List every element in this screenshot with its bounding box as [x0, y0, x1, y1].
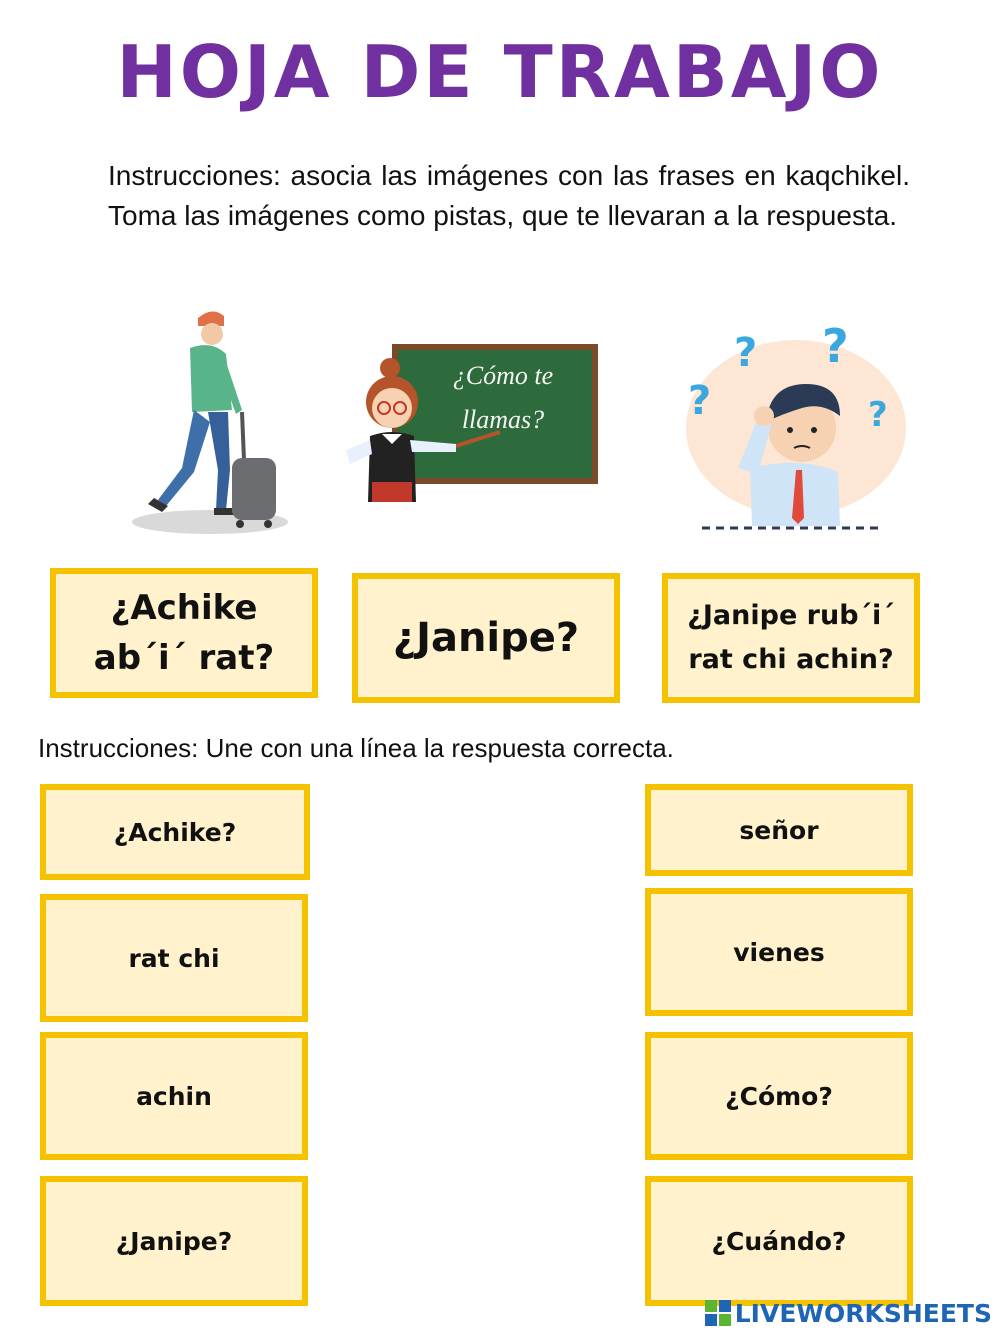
board-text-line1: ¿Cómo te — [452, 361, 554, 390]
word-label: ¿Achike? — [113, 817, 237, 847]
word-label: vienes — [733, 937, 825, 967]
right-word-box[interactable] — [645, 888, 913, 1016]
question-card-line1: ¿Achike — [110, 588, 258, 628]
question-mark-icon: ? — [868, 395, 888, 435]
instructions-match-images: Instrucciones: asocia las imágenes con las frases en kaqchikel. Toma las imágenes como pistas, que te llevaran a la respuesta. — [108, 160, 910, 231]
question-mark-icon: ? — [734, 330, 758, 376]
question-card-name[interactable] — [50, 568, 318, 698]
right-word-box[interactable] — [645, 1176, 913, 1306]
traveler-image — [120, 300, 300, 550]
word-label: achin — [136, 1081, 212, 1111]
right-word-box[interactable] — [645, 784, 913, 876]
liveworksheets-logo-text: LIVEWORKSHEETS — [734, 1298, 992, 1328]
word-label: ¿Cuándo? — [711, 1226, 847, 1256]
left-word-box[interactable] — [40, 894, 308, 1022]
left-word-box[interactable] — [40, 1032, 308, 1160]
teacher-image — [320, 332, 620, 504]
confused-person-image — [662, 318, 924, 534]
liveworksheets-logo[interactable] — [705, 1298, 992, 1328]
question-card-how-is-called[interactable] — [662, 573, 920, 703]
left-word-box[interactable] — [40, 1176, 308, 1306]
question-card-line2: rat chi achin? — [688, 644, 894, 675]
right-word-box[interactable] — [645, 1032, 913, 1160]
word-label: ¿Cómo? — [725, 1081, 833, 1111]
question-card-line2: ab´i´ rat? — [93, 638, 275, 678]
page-title: HOJA DE TRABAJO — [116, 30, 884, 114]
left-word-box[interactable] — [40, 784, 310, 880]
question-card-line1: ¿Janipe rub´i´ — [687, 600, 895, 631]
question-card-line1: ¿Janipe? — [392, 615, 580, 661]
word-label: rat chi — [128, 943, 220, 973]
word-label: ¿Janipe? — [115, 1226, 233, 1256]
question-card-when[interactable] — [352, 573, 620, 703]
question-mark-icon: ? — [688, 378, 712, 424]
instructions-match-lines: Instrucciones: Une con una línea la respuesta correcta. — [38, 733, 674, 763]
liveworksheets-logo-icon — [705, 1300, 731, 1326]
question-mark-icon: ? — [822, 319, 849, 373]
board-text-line2: llamas? — [461, 405, 545, 434]
word-label: señor — [739, 815, 819, 845]
